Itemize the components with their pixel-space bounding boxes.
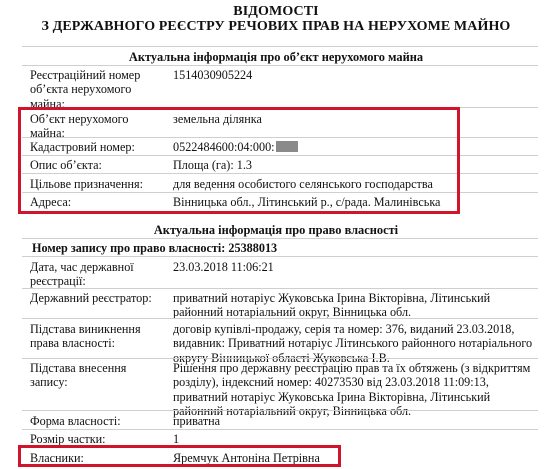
row-value: Вінницька обл., Літинський р., с/рада. Малинівська (173, 195, 441, 209)
row-value: договір купівлі-продажу, серія та номер: 376, виданий 23.03.2018, видавник: Приватний нотаріус Літинського районного нотаріального округу Вінницької області Жуковська І.В. (173, 322, 533, 365)
record-number-label: Номер запису про право власності: (32, 241, 226, 255)
record-number-value: 25388013 (228, 241, 278, 255)
divider (22, 429, 538, 430)
divider (22, 65, 538, 66)
divider (22, 256, 538, 257)
divider (22, 46, 538, 47)
title-line-2: З ДЕРЖАВНОГО РЕЄСТРУ РЕЧОВИХ ПРАВ НА НЕРУХОМЕ МАЙНО (41, 19, 511, 35)
row-label: Об’єкт нерухомого майна: (30, 112, 129, 141)
row-label: Дата, час державної реєстрації: (30, 260, 134, 289)
row-value: Рішення про державну реєстрацію прав та їх обтяжень (з відкриттям розділу), індексний номер: 40273530 від 23.03.2018 11:09:13, приватний нотаріус Жуковська Ірина Вікторівна, Літинський районний нотаріальний округ, Вінницька обл. (173, 361, 531, 419)
divider (22, 318, 538, 319)
row-label: Підстава виникнення права власності: (30, 322, 141, 351)
row-value: Яремчук Антоніна Петрівна (173, 451, 320, 465)
row-label: Кадастровий номер: (30, 140, 135, 154)
row-label: Реєстраційний номер об’єкта нерухомого майна: (30, 68, 141, 111)
divider (22, 358, 538, 359)
row-value: 1 (173, 432, 180, 446)
row-value: земельна ділянка (173, 112, 262, 126)
divider (22, 288, 538, 289)
highlight-box-property (18, 107, 460, 214)
row-label: Власники: (30, 451, 84, 465)
row-label: Розмір частки: (30, 432, 106, 446)
row-label: Адреса: (30, 195, 72, 209)
row-value: 23.03.2018 11:06:21 (173, 260, 274, 274)
property-section-heading: Актуальна інформація про об’єкт нерухомого майна (128, 50, 424, 64)
row-label: Цільове призначення: (30, 177, 144, 191)
divider (22, 238, 538, 239)
row-label: Опис об’єкта: (30, 158, 102, 172)
title-line-1: ВІДОМОСТІ (233, 4, 319, 19)
row-value: для ведення особистого селянського господарства (173, 177, 433, 191)
row-value: 1514030905224 (173, 68, 253, 82)
ownership-section-heading: Актуальна інформація про право власності (153, 223, 399, 237)
row-value: Площа (га): 1.3 (173, 158, 253, 172)
row-value: приватний нотаріус Жуковська Ірина Вікторівна, Літинський районний нотаріальний округ, Вінницька обл. (173, 291, 491, 320)
row-label: Форма власності: (30, 414, 121, 428)
row-label: Державний реєстратор: (30, 291, 152, 305)
row-value: приватна (173, 414, 221, 428)
row-label: Підстава внесення запису: (30, 361, 127, 390)
ownership-record-number (32, 241, 547, 255)
cadastral-number-text: 0522484600:04:000: (173, 140, 275, 154)
highlight-box-owners (18, 445, 341, 467)
document-title (0, 0, 552, 34)
divider (22, 410, 538, 411)
